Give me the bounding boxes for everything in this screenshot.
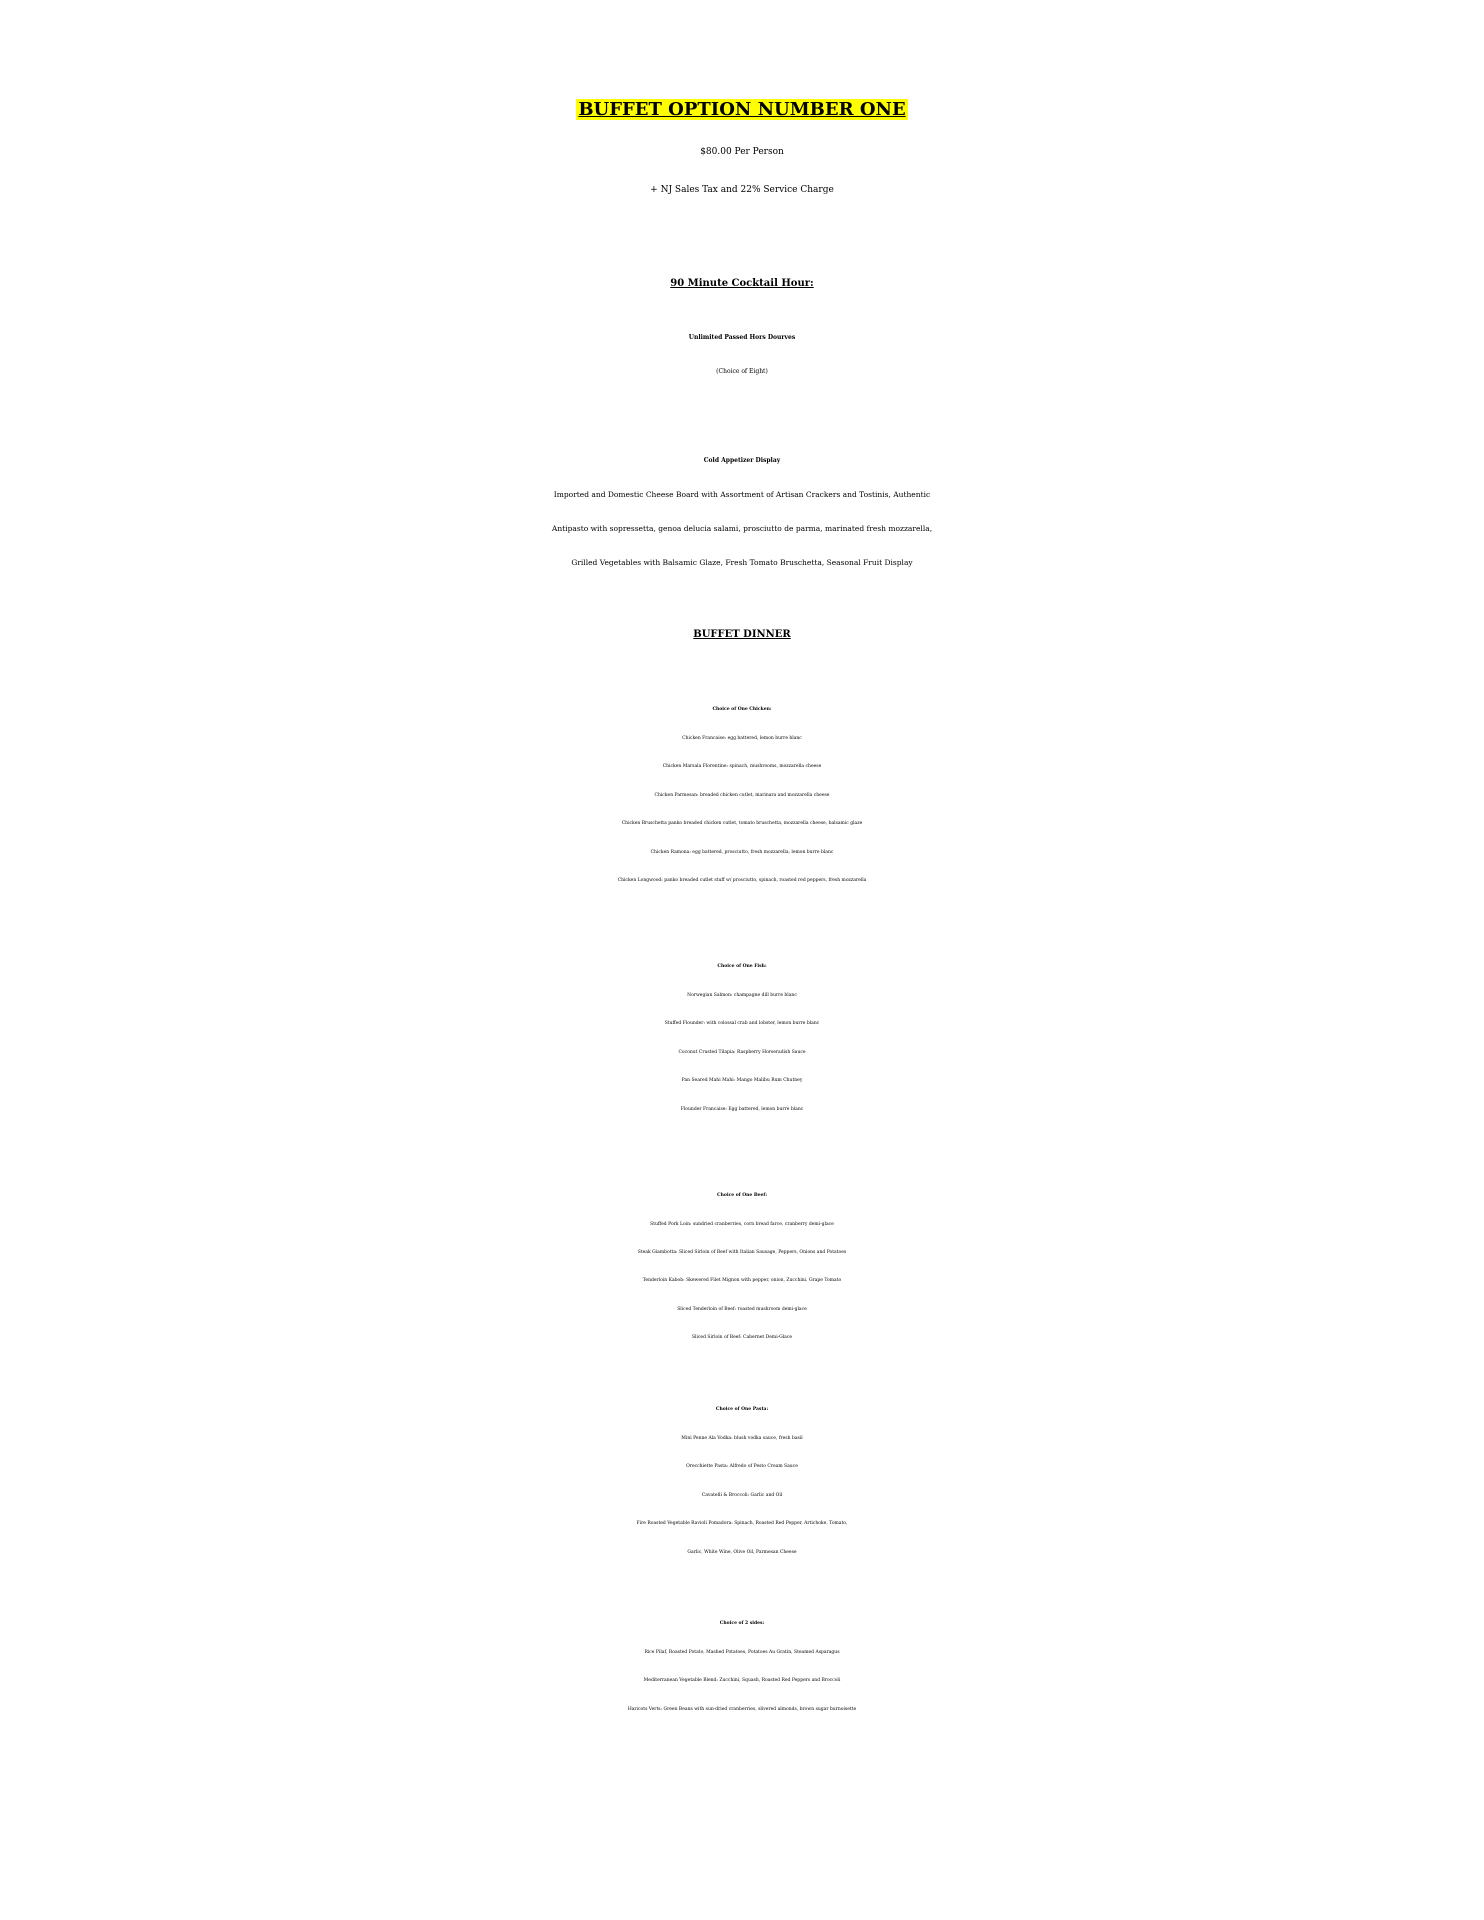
chicken-item: Chicken Bruschetta panko breaded chicken cutlet, tomato bruschetta, mozzarella cheese, balsamic glaze xyxy=(621,821,863,826)
sides-item: Rice Pilaf, Roasted Potato, Mashed Potatoes, Potatoes Au Gratin, Steamed Asparagus xyxy=(644,1650,840,1655)
tax-note: + NJ Sales Tax and 22% Service Charge xyxy=(650,185,834,195)
sides-item: Haricots Verts: Green Beans with sun-dried cranberries, slivered almonds, brown sugar burnoisette xyxy=(627,1707,857,1712)
beef-item: Sliced Tenderloin of Beef: roasted mushroom demi-glace xyxy=(677,1307,807,1312)
fish-item: Stuffed Flounder: with colossal crab and lobster, lemon burre blanc xyxy=(664,1021,820,1026)
menu-title xyxy=(0,88,1484,132)
beef-item: Stuffed Pork Loin: sundried cranberries, corn bread farce, cranberry demi-glace xyxy=(650,1222,834,1227)
pasta-item: Garlic, White Wine, Olive Oil, Parmesan Cheese xyxy=(687,1550,797,1555)
pasta-heading: Choice of One Pasta: xyxy=(715,1407,769,1412)
pasta-item: Fire Roasted Vegetable Ravioli Pomadora: Spinach, Roasted Red Pepper, Artichoke, Tomato, xyxy=(636,1521,848,1526)
price-per-person: $80.00 Per Person xyxy=(700,147,784,157)
buffet-dinner-heading: BUFFET DINNER xyxy=(693,629,791,640)
beef-item: Tenderloin Kabob: Skewered Filet Mignon with pepper, onion, Zucchini, Grape Tomato xyxy=(642,1278,842,1283)
chicken-item: Chicken Francaise: egg battered, lemon burre blanc xyxy=(682,736,802,741)
cold-display-title: Cold Appetizer Display xyxy=(703,457,781,464)
pasta-item: Mini Penne Ala Vodka: blush vodka sauce, fresh basil xyxy=(681,1436,803,1441)
passed-hors-dourves-note: (Choice of Eight) xyxy=(716,368,768,375)
chicken-item: Chicken Parmesan: breaded chicken cutlet, marinara and mozzarella cheese xyxy=(654,793,830,798)
fish-heading: Choice of One Fish: xyxy=(717,964,767,969)
cocktail-hour-heading: 90 Minute Cocktail Hour: xyxy=(670,278,814,289)
chicken-item: Chicken Ramona: egg battered, prosciutto, fresh mozzarella, lemon burre blanc xyxy=(650,850,834,855)
sides-heading: Choice of 2 sides: xyxy=(719,1621,765,1626)
chicken-item: Chicken Longwood: panko breaded cutlet stuff w/ prosciutto, spinach, roasted red peppers, fresh mozzarella xyxy=(617,878,867,883)
cold-display-line: Antipasto with sopressetta, genoa delucia salami, prosciutto de parma, marinated fresh mozzarella, xyxy=(551,524,933,533)
pasta-item: Orecchiette Pasta: Alfredo of Pesto Cream Sauce xyxy=(686,1464,798,1469)
cold-display-line: Imported and Domestic Cheese Board with Assortment of Artisan Crackers and Tostinis, Authentic xyxy=(553,490,931,499)
beef-item: Sliced Sirloin of Beef: Cabernet Demi-Glace xyxy=(691,1335,793,1340)
chicken-item: Chicken Marsala Florentine: spinach, mushrooms, mozzarella cheese xyxy=(662,764,822,769)
sides-item: Mediterranean Vegetable Blend: Zucchini, Squash, Roasted Red Peppers and Broccoli xyxy=(643,1678,841,1683)
fish-item: Pan Seared Mahi Mahi: Mango Malibu Rum Chutney xyxy=(681,1078,803,1083)
cold-display-line: Grilled Vegetables with Balsamic Glaze, Fresh Tomato Bruschetta, Seasonal Fruit Display xyxy=(571,558,913,567)
passed-hors-dourves-title: Unlimited Passed Hors Dourves xyxy=(688,334,796,341)
beef-heading: Choice of One Beef: xyxy=(717,1193,767,1198)
fish-item: Norwegian Salmon: champagne dill burre blanc xyxy=(687,993,797,998)
chicken-heading: Choice of One Chicken: xyxy=(712,707,772,712)
fish-item: Flounder Francaise: Egg battered, lemon burre blanc xyxy=(680,1107,804,1112)
menu-title-text: BUFFET OPTION NUMBER ONE xyxy=(578,99,906,120)
fish-item: Coconut Crusted Tilapia: Raspberry Horseradish Sauce xyxy=(678,1050,806,1055)
beef-item: Steak Giambotta: Sliced Sirloin of Beef with Italian Sausage, Peppers, Onions and Potatoes xyxy=(637,1250,847,1255)
pasta-item: Cavatelli & Broccoli: Garlic and Oil xyxy=(701,1493,783,1498)
